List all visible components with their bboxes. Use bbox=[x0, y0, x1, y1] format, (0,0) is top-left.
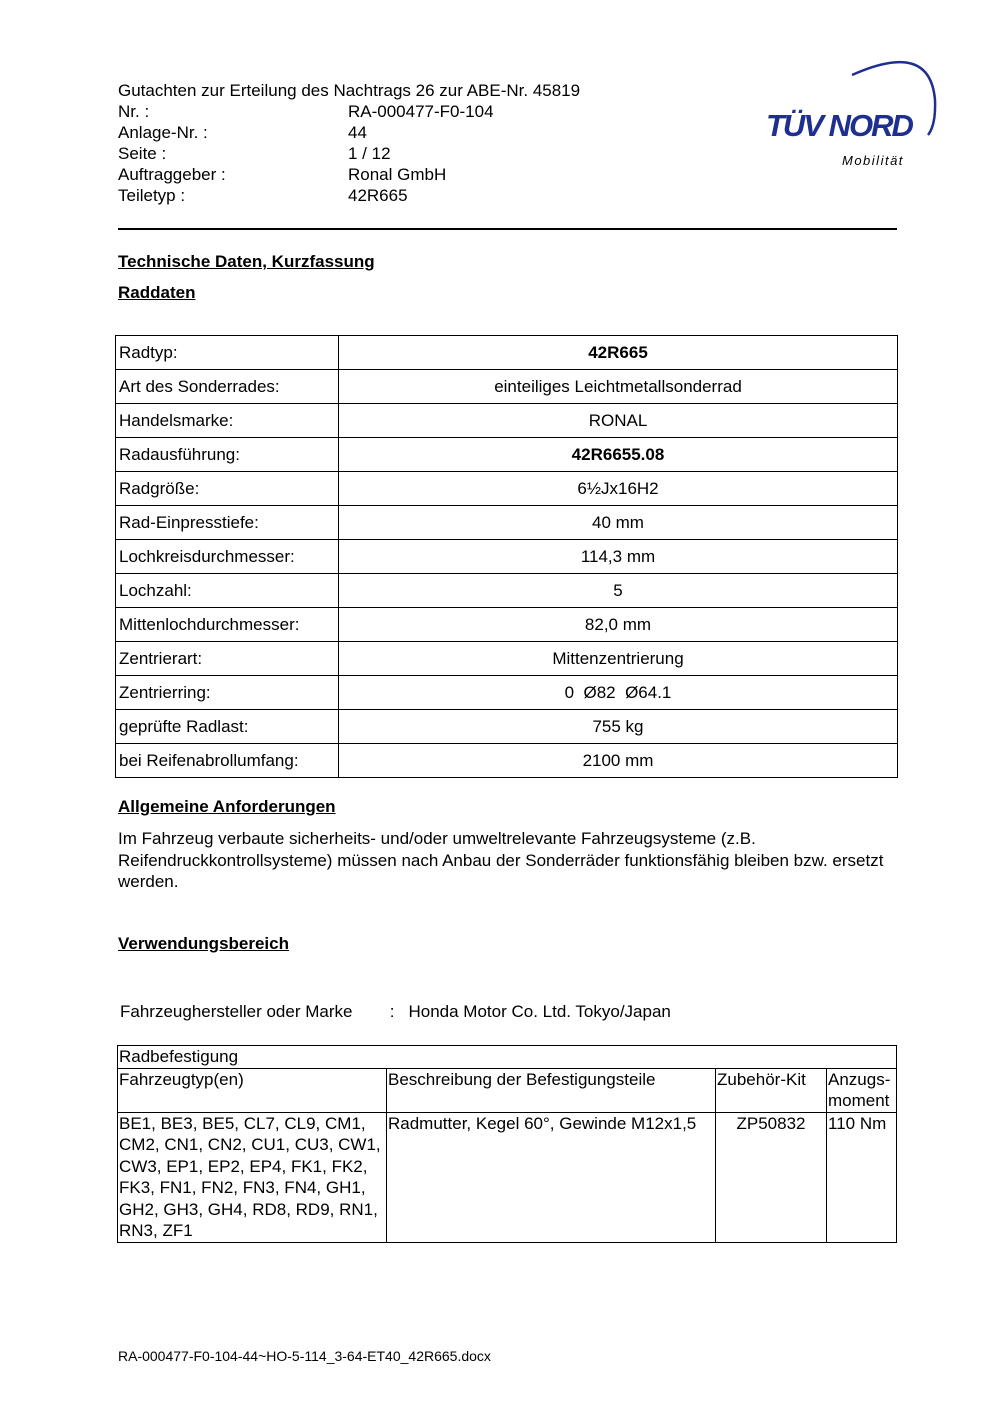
table-header-row bbox=[118, 1068, 897, 1112]
table-row bbox=[116, 574, 898, 608]
table-row bbox=[116, 642, 898, 676]
row-value: 40 mm bbox=[339, 506, 898, 540]
header-label: Teiletyp : bbox=[118, 186, 186, 205]
header-row-auftraggeber bbox=[118, 164, 678, 185]
table-row bbox=[116, 540, 898, 574]
row-label: Handelsmarke: bbox=[116, 404, 339, 438]
header-beschreibung: Beschreibung der Befestigungsteile bbox=[387, 1068, 716, 1112]
header-anzugsmoment: Anzugs-moment bbox=[827, 1068, 897, 1112]
tuv-nord-logo bbox=[760, 55, 950, 175]
header-label: Nr. : bbox=[118, 102, 150, 121]
table-row bbox=[116, 404, 898, 438]
row-value: 82,0 mm bbox=[339, 608, 898, 642]
manufacturer-label: Fahrzeughersteller oder Marke bbox=[120, 1002, 353, 1021]
header-title: Gutachten zur Erteilung des Nachtrags 26 zur ABE-Nr. 45819 bbox=[118, 81, 581, 100]
manufacturer-value: Honda Motor Co. Ltd. Tokyo/Japan bbox=[408, 1002, 671, 1021]
row-value: 5 bbox=[339, 574, 898, 608]
row-value: 755 kg bbox=[339, 710, 898, 744]
row-label: Zentrierring: bbox=[116, 676, 339, 710]
document-header bbox=[118, 80, 678, 206]
header-label: Seite : bbox=[118, 144, 167, 163]
row-label: Mittenlochdurchmesser: bbox=[116, 608, 339, 642]
header-label: Auftraggeber : bbox=[118, 165, 226, 184]
footer-filename: RA-000477-F0-104-44~HO-5-114_3-64-ET40_42R665.docx bbox=[118, 1348, 491, 1364]
table-title-row bbox=[118, 1046, 897, 1069]
table-row bbox=[116, 676, 898, 710]
row-value: Mittenzentrierung bbox=[339, 642, 898, 676]
row-label: Rad-Einpresstiefe: bbox=[116, 506, 339, 540]
anzugsmoment-cell: 110 Nm bbox=[827, 1112, 897, 1242]
row-value: 0 Ø82 Ø64.1 bbox=[339, 676, 898, 710]
row-label: Lochkreisdurchmesser: bbox=[116, 540, 339, 574]
allgemeine-paragraph: Im Fahrzeug verbaute sicherheits- und/oder umweltrelevante Fahrzeugsysteme (z.B. Reifendruckkontrollsysteme) müssen nach Anbau der Sonderräder funktionsfähig bleiben bzw. ersetzt werden. bbox=[118, 829, 884, 891]
row-value: 114,3 mm bbox=[339, 540, 898, 574]
row-value: 42R6655.08 bbox=[339, 438, 898, 472]
header-zubehoer-kit: Zubehör-Kit bbox=[716, 1068, 827, 1112]
raddaten-table bbox=[115, 335, 898, 778]
header-value: 42R665 bbox=[348, 186, 408, 205]
row-label: Radgröße: bbox=[116, 472, 339, 506]
manufacturer-line bbox=[120, 1002, 671, 1022]
row-value: einteiliges Leichtmetallsonderrad bbox=[339, 370, 898, 404]
row-value: 6½Jx16H2 bbox=[339, 472, 898, 506]
header-value: RA-000477-F0-104 bbox=[348, 102, 494, 121]
header-value: 1 / 12 bbox=[348, 144, 391, 163]
table-row bbox=[116, 744, 898, 778]
logo-subtitle: Mobilität bbox=[842, 153, 904, 168]
section-allgemeine-anforderungen: Allgemeine Anforderungen bbox=[118, 797, 336, 816]
row-value: 42R665 bbox=[339, 336, 898, 370]
row-label: Zentrierart: bbox=[116, 642, 339, 676]
row-value: RONAL bbox=[339, 404, 898, 438]
header-row-seite bbox=[118, 143, 678, 164]
befestigung-title: Radbefestigung bbox=[118, 1046, 897, 1069]
header-row-anlage bbox=[118, 122, 678, 143]
row-label: Lochzahl: bbox=[116, 574, 339, 608]
table-row bbox=[116, 710, 898, 744]
header-value: Ronal GmbH bbox=[348, 165, 447, 184]
befestigung-table bbox=[117, 1045, 897, 1243]
section-technische-daten: Technische Daten, Kurzfassung bbox=[118, 252, 375, 271]
beschreibung-cell: Radmutter, Kegel 60°, Gewinde M12x1,5 bbox=[387, 1112, 716, 1242]
row-value: 2100 mm bbox=[339, 744, 898, 778]
section-verwendungsbereich: Verwendungsbereich bbox=[118, 934, 289, 953]
logo-brand: TÜV NORD bbox=[766, 108, 912, 143]
table-row bbox=[116, 336, 898, 370]
header-value: 44 bbox=[348, 123, 367, 142]
table-row bbox=[118, 1112, 897, 1242]
fahrzeugtypen-cell: BE1, BE3, BE5, CL7, CL9, CM1, CM2, CN1, CN2, CU1, CU3, CW1, CW3, EP1, EP2, EP4, FK1, FK2, FK3, FN1, FN2, FN3, FN4, GH1, GH2, GH3, GH4, RD8, RD9, RN1, RN3, ZF1 bbox=[118, 1112, 387, 1242]
row-label: Radtyp: bbox=[116, 336, 339, 370]
section-raddaten: Raddaten bbox=[118, 283, 196, 302]
zubehoer-kit-cell: ZP50832 bbox=[716, 1112, 827, 1242]
row-label: Art des Sonderrades: bbox=[116, 370, 339, 404]
header-fahrzeugtypen: Fahrzeugtyp(en) bbox=[118, 1068, 387, 1112]
table-row bbox=[116, 370, 898, 404]
header-label: Anlage-Nr. : bbox=[118, 123, 208, 142]
row-label: Radausführung: bbox=[116, 438, 339, 472]
table-row bbox=[116, 472, 898, 506]
table-row bbox=[116, 506, 898, 540]
header-row-teiletyp bbox=[118, 185, 678, 206]
row-label: bei Reifenabrollumfang: bbox=[116, 744, 339, 778]
header-row-nr bbox=[118, 101, 678, 122]
manufacturer-separator: : bbox=[389, 1002, 395, 1021]
row-label: geprüfte Radlast: bbox=[116, 710, 339, 744]
header-divider bbox=[118, 228, 897, 230]
table-row bbox=[116, 438, 898, 472]
table-row bbox=[116, 608, 898, 642]
